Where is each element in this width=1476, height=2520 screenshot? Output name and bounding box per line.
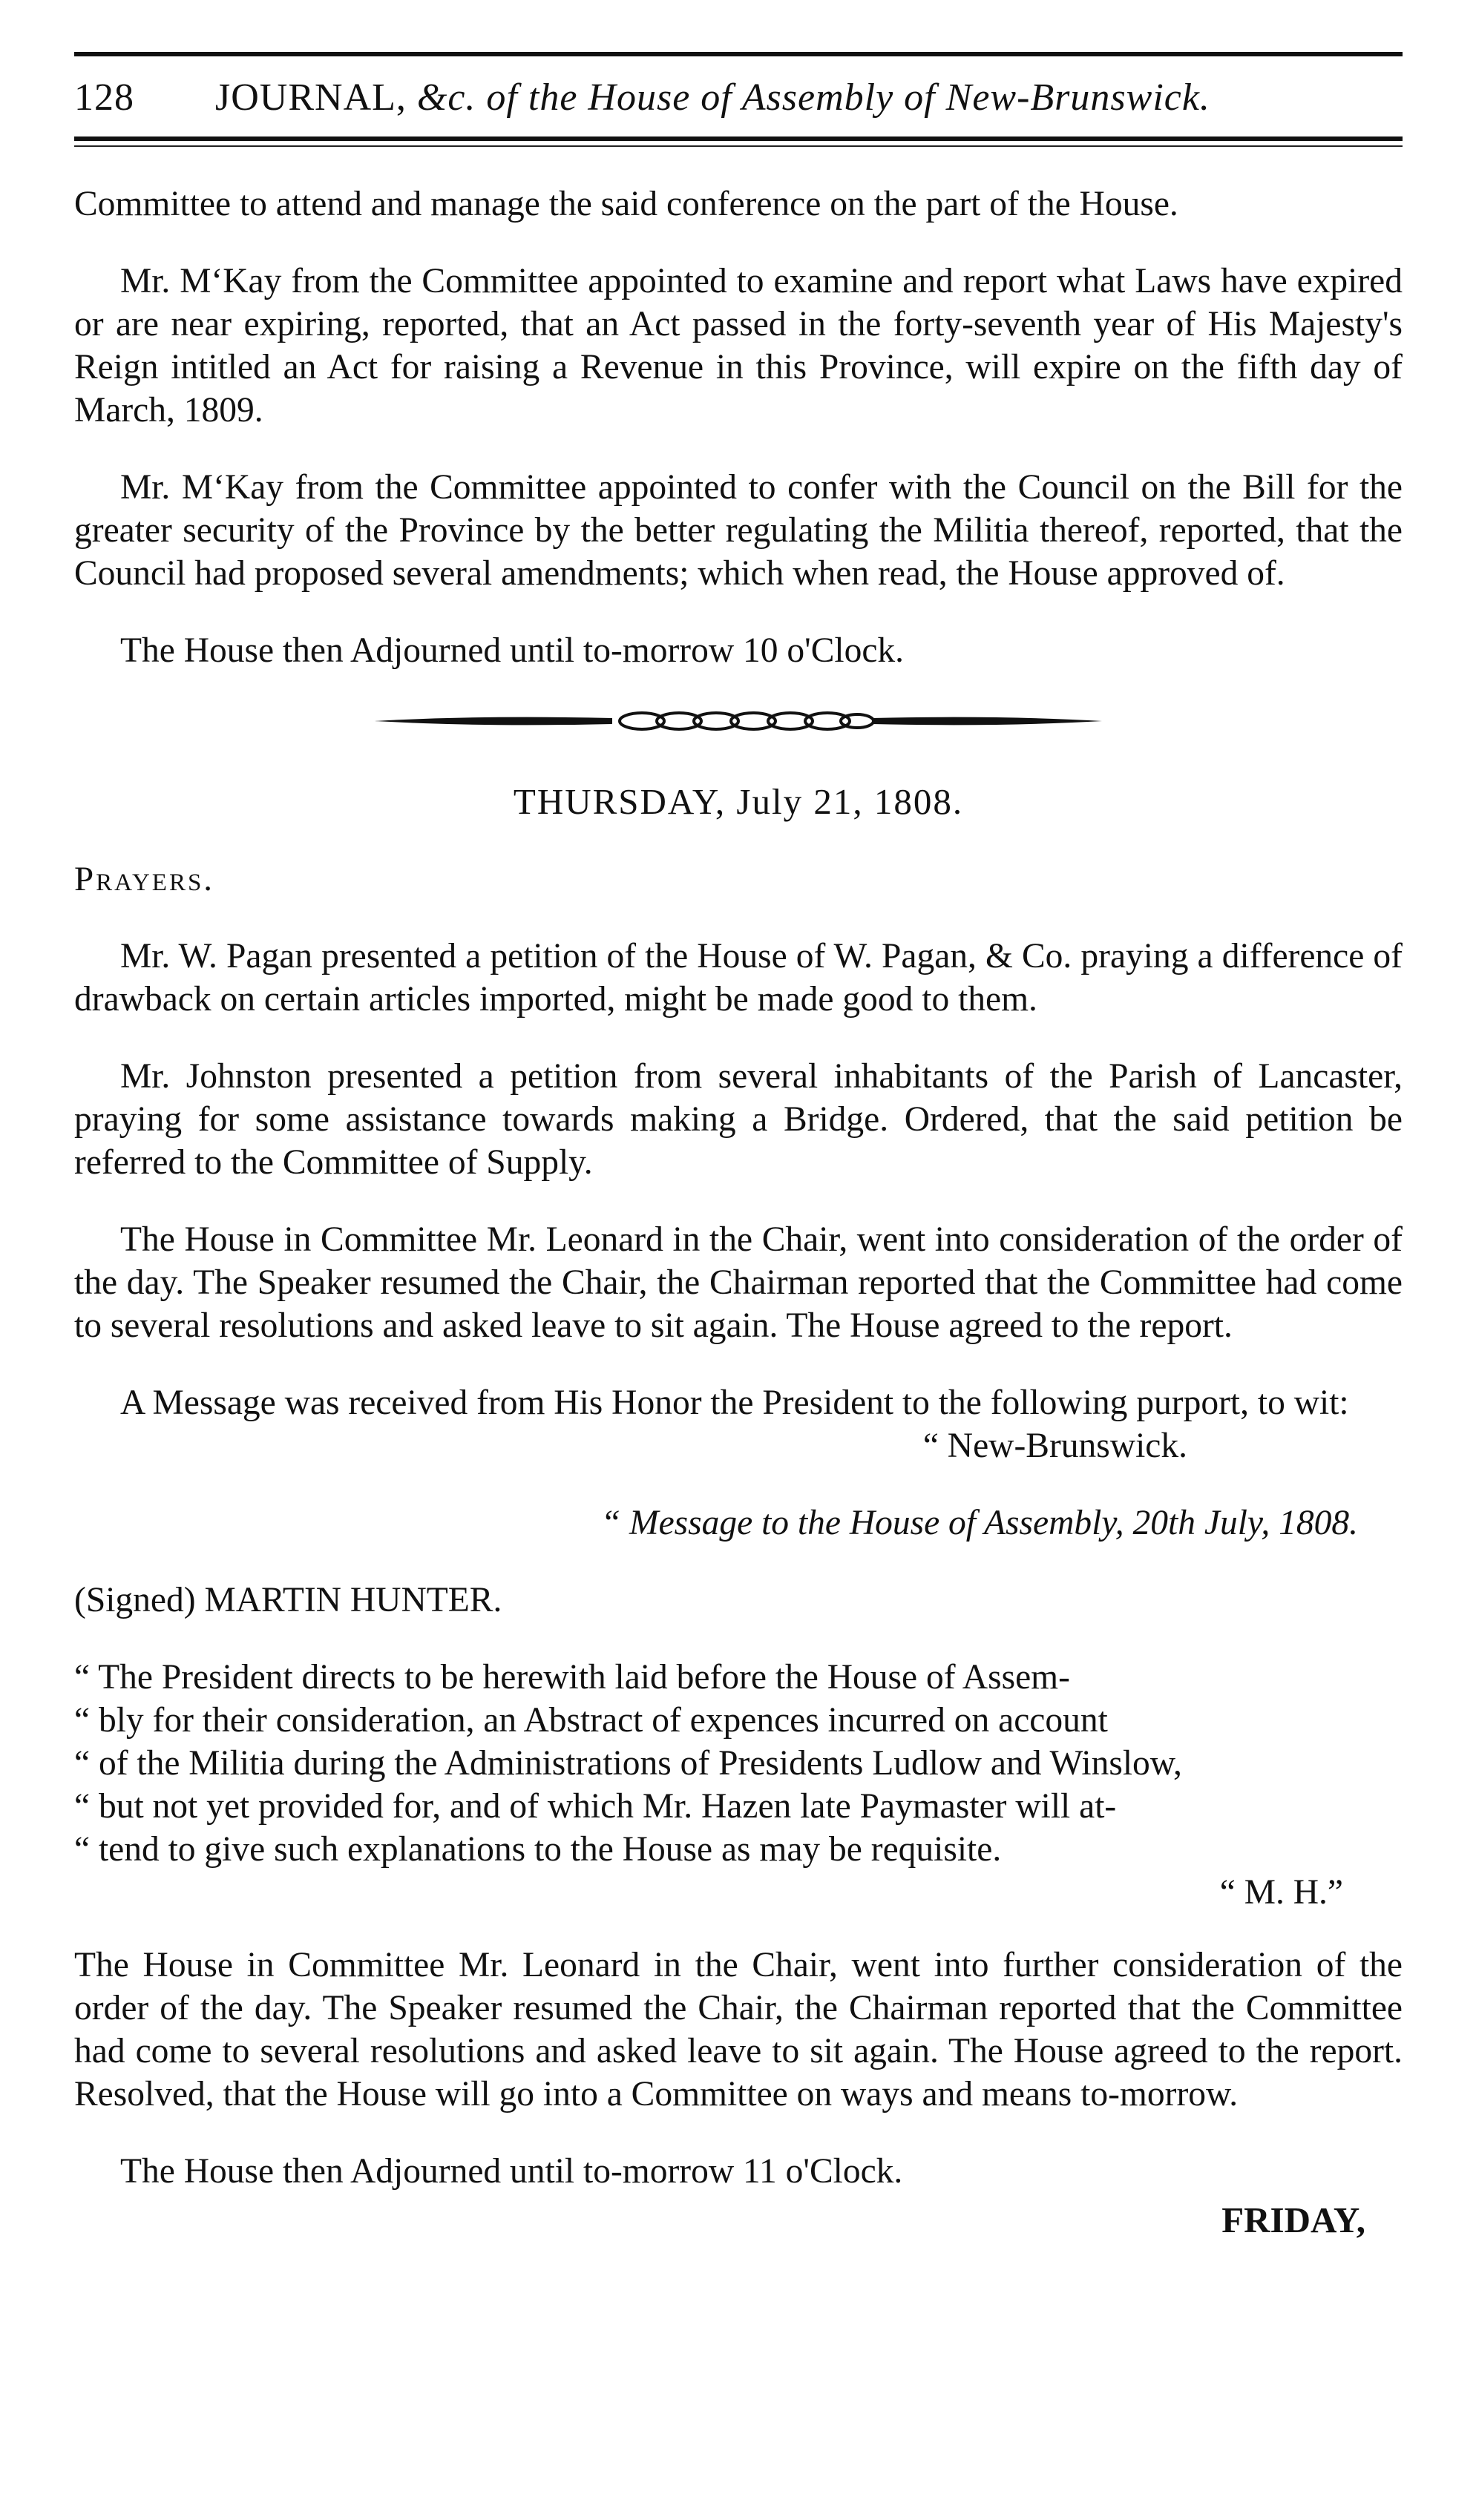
prayers-heading: Prayers. xyxy=(74,860,215,898)
section-ornament xyxy=(74,706,1403,736)
date-heading: THURSDAY, July 21, 1808. xyxy=(513,781,964,822)
paragraph-adjourn-thursday: The House then Adjourned until to-morrow 11 o'Clock. xyxy=(120,2152,903,2191)
running-title-italic: &c. of the House of Assembly of New-Brunswick. xyxy=(416,76,1210,119)
paragraph-committee-first: The House in Committee Mr. Leonard in the Chair, went into consideration of the order of the day. The Speaker resumed the Chair, the Chairman reported that the Committee had come to several resolutions and asked leave to sit again. The House agreed to the report. xyxy=(74,1220,1403,1345)
paragraph-militia-bill: Mr. M‘Kay from the Committee appointed to confer with the Council on the Bill for the greater security of the Province by the better regulating the Militia thereof, reported, that the Council had proposed several amendments; which when read, the House approved of. xyxy=(74,468,1403,593)
page-number: 128 xyxy=(74,76,134,119)
message-initials: “ M. H.” xyxy=(1219,1873,1343,1912)
running-head xyxy=(74,52,1403,141)
running-title-main: JOURNAL, xyxy=(215,76,417,119)
quote-line: “ bly for their consideration, an Abstract of expences incurred on account xyxy=(74,1701,1108,1740)
paragraph-adjourn-wednesday: The House then Adjourned until to-morrow 10 o'Clock. xyxy=(120,631,905,670)
journal-body xyxy=(74,182,1403,2242)
ornament-rule-icon xyxy=(367,706,1109,736)
paragraph-committee-second: The House in Committee Mr. Leonard in the Chair, went into further consideration of the order of the day. The Speaker resumed the Chair, the Chairman reported that the Committee had come to several resolutions and asked leave to sit again. The House agreed to the report. Resolved, that the House will go into a Committee on ways and means to-morrow. xyxy=(74,1946,1403,2113)
president-message xyxy=(74,1656,1403,1914)
running-title xyxy=(215,76,1210,119)
paragraph-message-intro: A Message was received from His Honor the President to the following purport, to wit: xyxy=(120,1384,1349,1422)
message-place: “ New-Brunswick. xyxy=(922,1427,1187,1465)
journal-page xyxy=(74,52,1403,2242)
header-rule xyxy=(74,145,1403,147)
paragraph-expired-laws: Mr. M‘Kay from the Committee appointed to examine and report what Laws have expired or are near expiring, reported, that an Act passed in the forty-seventh year of His Majesty's Reign intitled an Act for raising a Revenue in this Province, will expire on the fifth day of March, 1809. xyxy=(74,262,1403,430)
message-title-text: “ Message to the House of Assembly, 20th July, 1808. xyxy=(600,1504,1358,1542)
quote-line: “ The President directs to be herewith laid before the House of Assem- xyxy=(74,1658,1070,1697)
quote-line: “ but not yet provided for, and of which Mr. Hazen late Paymaster will at- xyxy=(74,1787,1117,1826)
quote-line: “ of the Militia during the Administrations of Presidents Ludlow and Winslow, xyxy=(74,1744,1182,1783)
signature-line: (Signed) MARTIN HUNTER. xyxy=(74,1581,502,1619)
message-title xyxy=(74,1501,1403,1544)
catchword: FRIDAY, xyxy=(1221,2200,1365,2240)
paragraph-conference: Committee to attend and manage the said conference on the part of the House. xyxy=(74,185,1178,223)
paragraph-pagan-petition: Mr. W. Pagan presented a petition of the House of W. Pagan, & Co. praying a difference of drawback on certain articles imported, might be made good to them. xyxy=(74,937,1403,1019)
paragraph-johnston-petition: Mr. Johnston presented a petition from several inhabitants of the Parish of Lancaster, praying for some assistance towards making a Bridge. Ordered, that the said petition be referred to the Committee of Supply. xyxy=(74,1057,1403,1182)
quote-line: “ tend to give such explanations to the House as may be requisite. xyxy=(74,1830,1002,1869)
